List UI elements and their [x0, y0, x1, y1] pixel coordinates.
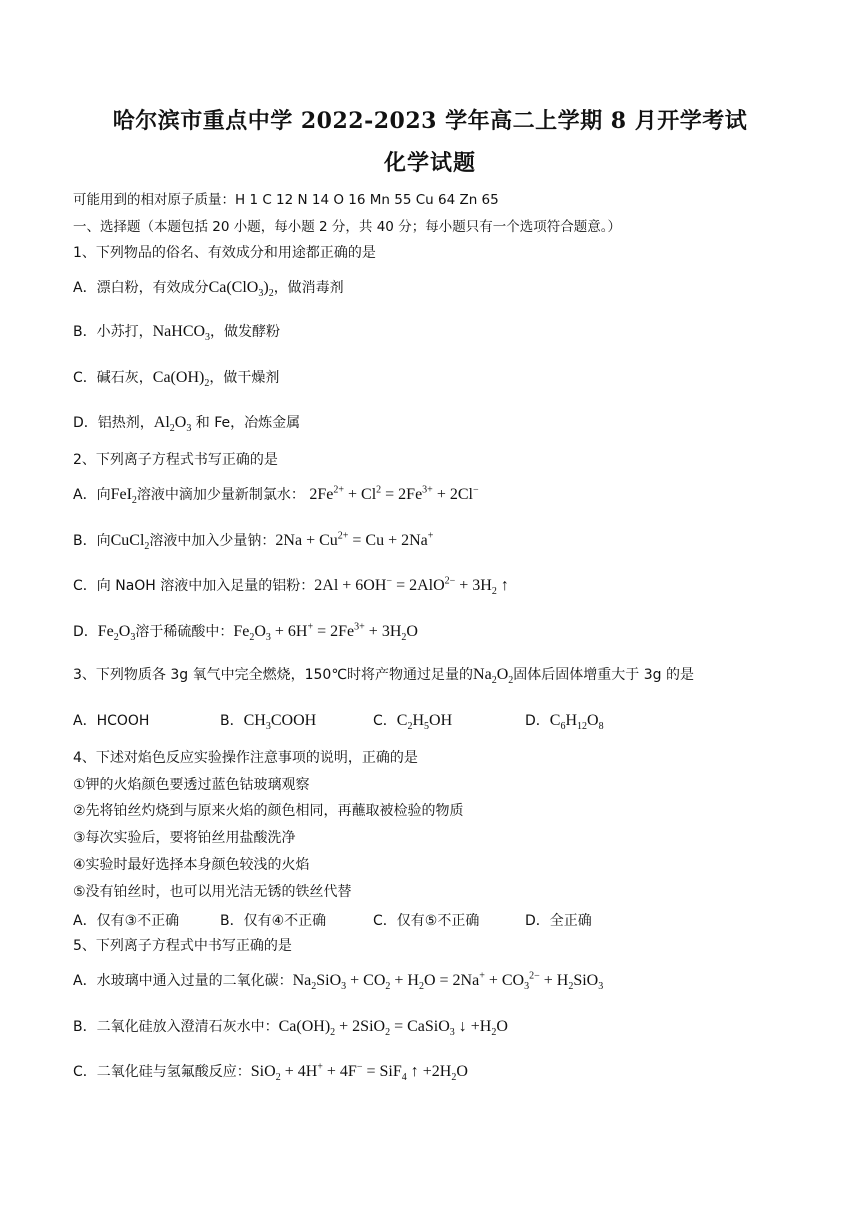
q2-option-a: [73, 484, 479, 507]
q5-stem: 5、下列离子方程式中书写正确的是: [73, 938, 292, 954]
q4-option-a: A．仅有③不正确: [73, 913, 180, 929]
formula: $C_2H_5OH$: [396, 712, 453, 733]
q2-a-mid: 溶液中滴加少量新制氯水：: [136, 487, 305, 503]
q1-option-c: [73, 369, 280, 390]
q1-c-text: C．碱石灰，: [73, 370, 153, 386]
q4-option-d: D．全正确: [525, 913, 592, 929]
formula: $Ca(ClO_3)_2$: [208, 279, 274, 300]
q2-option-c: [73, 575, 509, 598]
atomic-masses: 可能用到的相对原子质量：H 1 C 12 N 14 O 16 Mn 55 Cu 64 Zn 65: [73, 192, 499, 208]
q5-a-pre: A．水玻璃中通入过量的二氧化碳：: [73, 973, 293, 989]
q3-stem-post: 固体后固体增重大于 3g 的是: [513, 667, 694, 683]
formula: NaHCO$_3$: [152, 323, 211, 344]
equation: $2Al + 6OH^- = 2AlO^{2-} + 3H_2$ ↑: [314, 575, 509, 598]
q1-d-tail: 和 Fe，冶炼金属: [195, 415, 301, 431]
q2-option-d: [73, 621, 418, 644]
equation: $Na_2SiO_3 + CO_2 + H_2O = 2Na^+ + CO_3^{2-} + H_2SiO_3$: [292, 970, 604, 993]
q1-b-tail: ，做发酵粉: [210, 324, 281, 340]
equation: SiO$_2$ + 4H+ + 4F− = SiF$_4$ ↑ $+2H_2O$: [250, 1061, 468, 1084]
q3-stem: [73, 666, 694, 687]
q4-item: ②先将铂丝灼烧到与原来火焰的颜色相同，再蘸取被检验的物质: [73, 803, 464, 819]
q2-option-b: [73, 530, 434, 553]
q1-option-d: [73, 414, 301, 435]
formula: $C_6H_{12}O_8$: [549, 712, 604, 733]
q4-options: [73, 910, 833, 930]
q5-c-pre: C．二氧化硅与氢氟酸反应：: [73, 1064, 251, 1080]
formula: CuCl$_2$: [110, 532, 150, 553]
q4-item: ③每次实验后，要将铂丝用盐酸洗净: [73, 830, 296, 846]
q3-option-a: A．HCOOH: [73, 713, 150, 729]
section-heading: 一、选择题（本题包括 20 小题，每小题 2 分，共 40 分；每小题只有一个选项符合题意。）: [73, 219, 621, 235]
formula: $Na_2O_2$: [473, 666, 514, 687]
q5-option-b: [73, 1018, 508, 1039]
q1-c-tail: ，做干燥剂: [209, 370, 280, 386]
equation: $Fe_2O_3 + 6H^+ = 2Fe^{3+} + 3H_2O$: [233, 621, 418, 644]
q5-option-c: [73, 1061, 468, 1084]
q3-stem-pre: 3、下列物质各 3g 氧气中完全燃烧，150℃时将产物通过足量的: [73, 667, 474, 683]
q4-item: ①钾的火焰颜色要透过蓝色钴玻璃观察: [73, 777, 310, 793]
q2-d-pre: D．: [73, 624, 98, 640]
formula: $Ca(OH)_2$: [152, 369, 210, 390]
q3-option-c: [373, 710, 453, 733]
q3-options: [73, 710, 833, 733]
q1-d-text: D．铝热剂，: [73, 415, 154, 431]
q3-option-b: [220, 710, 317, 733]
q2-stem: 2、下列离子方程式书写正确的是: [73, 452, 278, 468]
equation: $2Fe^{2+} + Cl^2 = 2Fe^{3+} + 2Cl^-$: [309, 484, 479, 503]
q1-a-tail: ，做消毒剂: [273, 280, 344, 296]
q2-b-pre: B．向: [73, 533, 111, 549]
q2-a-pre: A．向: [73, 487, 111, 503]
q1-stem: 1、下列物品的俗名、有效成分和用途都正确的是: [73, 245, 376, 261]
q1-b-text: B．小苏打，: [73, 324, 153, 340]
q3-c-label: C．: [373, 713, 397, 729]
formula: $CH_3COOH$: [243, 712, 317, 733]
q4-item: ④实验时最好选择本身颜色较浅的火焰: [73, 857, 310, 873]
exam-subtitle: 化学试题: [383, 150, 476, 176]
q1-option-a: [73, 279, 344, 300]
q5-option-a: [73, 970, 604, 993]
q3-b-label: B．: [220, 713, 244, 729]
q3-d-label: D．: [525, 713, 550, 729]
q1-a-text: A．漂白粉，有效成分: [73, 280, 209, 296]
q4-stem: 4、下述对焰色反应实验操作注意事项的说明，正确的是: [73, 750, 418, 766]
q4-item: ⑤没有铂丝时，也可以用光洁无锈的铁丝代替: [73, 884, 352, 900]
exam-title: 哈尔滨市重点中学 2022-2023 学年高二上学期 8 月开学考试: [112, 108, 748, 134]
q4-option-b: B．仅有④不正确: [220, 913, 327, 929]
q5-b-pre: B．二氧化硅放入澄清石灰水中：: [73, 1019, 279, 1035]
q2-c-pre: C．向 NaOH 溶液中加入足量的铝粉：: [73, 578, 315, 594]
equation: $Ca(OH)_2 + 2SiO_2$ = CaSiO$_3$ ↓ $+H_2O$: [278, 1018, 508, 1039]
equation: $2Na + Cu^{2+} = Cu + 2Na^+$: [275, 530, 434, 549]
formula: $Fe_2O_3$: [97, 623, 136, 644]
q2-b-mid: 溶液中加入少量钠：: [149, 533, 276, 549]
q3-option-d: [525, 710, 604, 733]
q2-d-mid: 溶于稀硫酸中：: [135, 624, 234, 640]
q1-option-b: [73, 323, 281, 344]
q4-option-c: C．仅有⑤不正确: [373, 913, 480, 929]
formula: $Al_2O_3$: [153, 414, 192, 435]
formula: FeI$_2$: [110, 486, 137, 507]
